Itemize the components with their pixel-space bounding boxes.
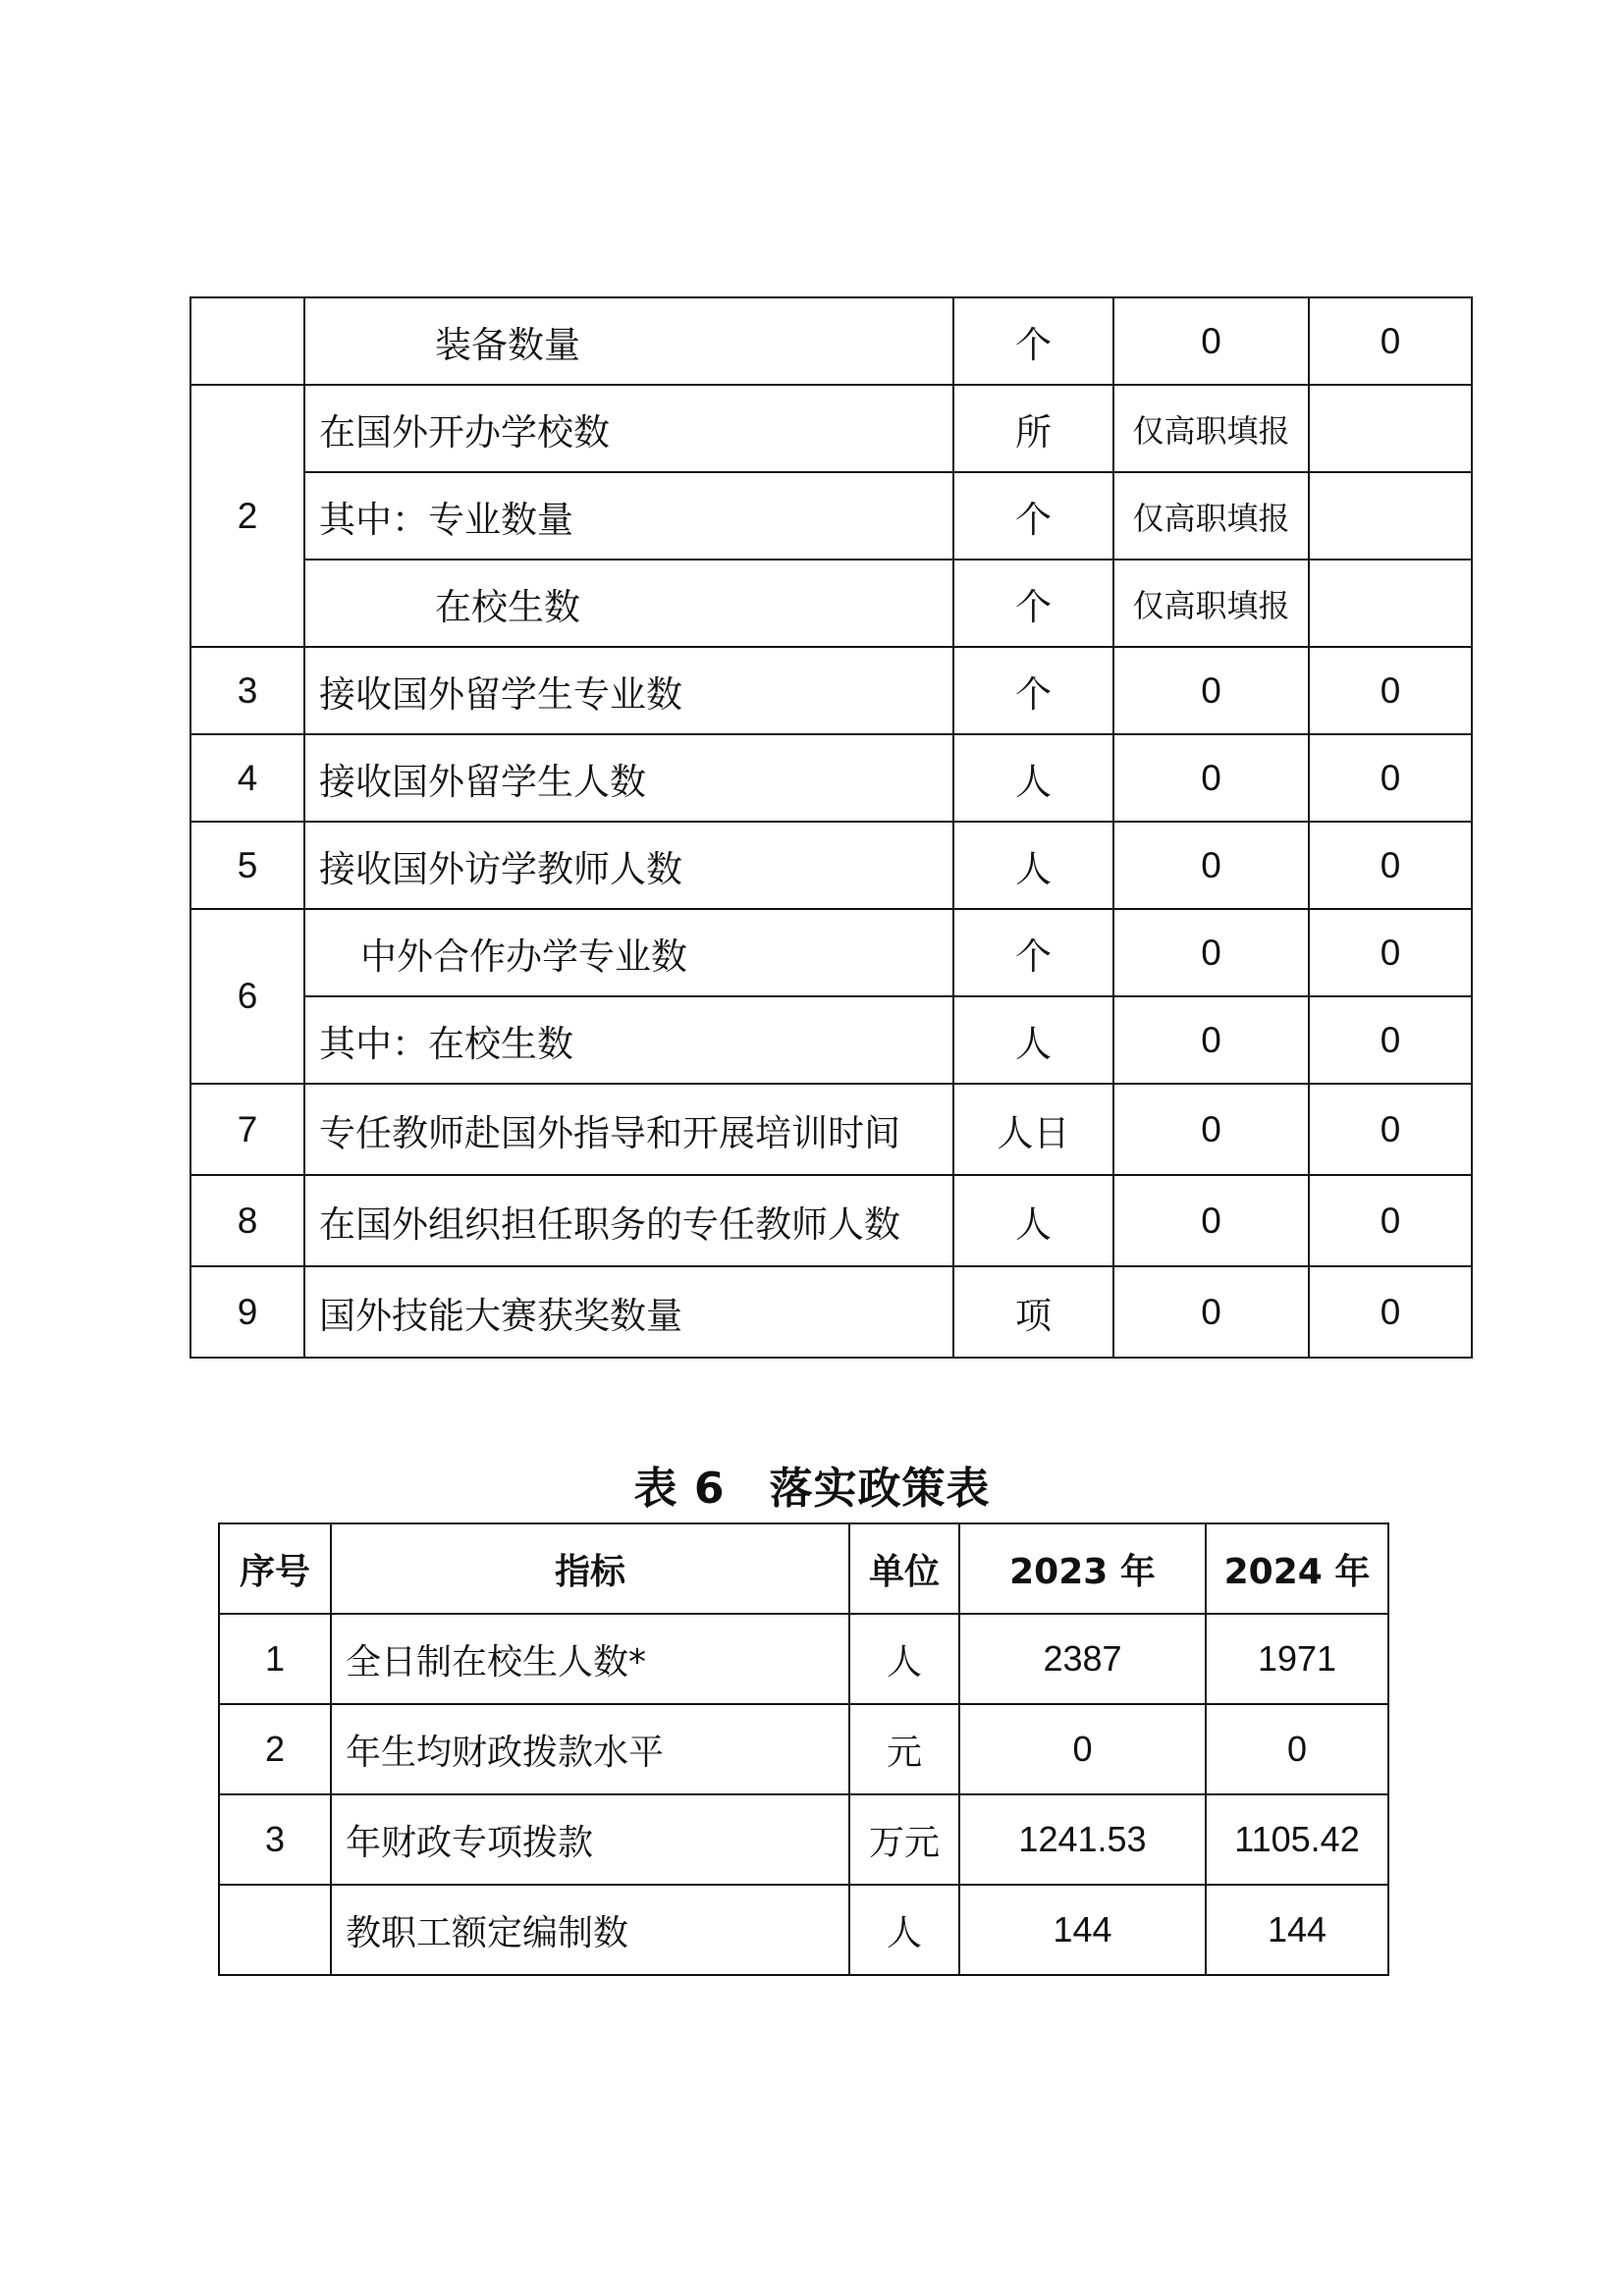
indicator-cell: 中外合作办学专业数 (304, 909, 953, 996)
table-row (219, 1885, 1388, 1975)
unit-cell: 人 (953, 822, 1113, 909)
value-2024-cell (1309, 472, 1472, 560)
table-row (190, 1084, 1472, 1175)
indicator-cell: 全日制在校生人数* (331, 1614, 849, 1704)
indicator-cell: 接收国外访学教师人数 (304, 822, 953, 909)
table-row (190, 647, 1472, 734)
seq-cell: 7 (190, 1084, 304, 1175)
unit-cell: 所 (953, 385, 1113, 472)
seq-cell: 5 (190, 822, 304, 909)
seq-cell: 3 (190, 647, 304, 734)
unit-cell: 个 (953, 472, 1113, 560)
value-2024-cell: 0 (1309, 647, 1472, 734)
value-2024-cell: 1971 (1206, 1614, 1388, 1704)
indicator-cell: 在国外组织担任职务的专任教师人数 (304, 1175, 953, 1266)
table-row (190, 1266, 1472, 1358)
indicator-cell: 在国外开办学校数 (304, 385, 953, 472)
header-indicator: 指标 (331, 1523, 849, 1614)
value-2023-cell: 0 (1113, 1175, 1309, 1266)
value-2023-cell: 0 (1113, 1266, 1309, 1358)
value-2023-cell: 0 (1113, 734, 1309, 822)
table-row (219, 1704, 1388, 1794)
indicator-cell: 年生均财政拨款水平 (331, 1704, 849, 1794)
table-row (190, 822, 1472, 909)
indicator-cell: 接收国外留学生人数 (304, 734, 953, 822)
value-2024-cell: 0 (1309, 822, 1472, 909)
unit-cell: 个 (953, 560, 1113, 647)
unit-cell: 人 (953, 1175, 1113, 1266)
seq-cell: 9 (190, 1266, 304, 1358)
value-2024-cell: 0 (1309, 1084, 1472, 1175)
header-unit: 单位 (849, 1523, 959, 1614)
policy-implementation-table (218, 1522, 1389, 1976)
indicator-cell: 接收国外留学生专业数 (304, 647, 953, 734)
unit-cell: 人 (849, 1885, 959, 1975)
table-header-row (219, 1523, 1388, 1614)
indicator-cell: 其中：在校生数 (304, 996, 953, 1084)
value-2023-cell: 0 (1113, 647, 1309, 734)
value-2023-cell: 0 (1113, 996, 1309, 1084)
value-2023-cell: 0 (1113, 297, 1309, 385)
table-row (190, 1175, 1472, 1266)
seq-cell (219, 1885, 331, 1975)
indicator-cell: 教职工额定编制数 (331, 1885, 849, 1975)
value-2023-cell: 0 (1113, 822, 1309, 909)
seq-cell: 2 (190, 385, 304, 647)
seq-cell: 4 (190, 734, 304, 822)
unit-cell: 人 (849, 1614, 959, 1704)
value-2023-cell: 1241.53 (959, 1794, 1206, 1885)
value-2024-cell: 0 (1309, 996, 1472, 1084)
seq-cell: 2 (219, 1704, 331, 1794)
value-2024-cell: 144 (1206, 1885, 1388, 1975)
indicator-cell: 年财政专项拨款 (331, 1794, 849, 1885)
unit-cell: 个 (953, 909, 1113, 996)
table-row (190, 472, 1472, 560)
value-2024-cell (1309, 560, 1472, 647)
value-2024-cell (1309, 385, 1472, 472)
value-2024-cell: 0 (1206, 1704, 1388, 1794)
value-2023-cell: 仅高职填报 (1113, 385, 1309, 472)
table-row (190, 909, 1472, 996)
seq-cell: 3 (219, 1794, 331, 1885)
unit-cell: 人 (953, 734, 1113, 822)
indicator-cell: 专任教师赴国外指导和开展培训时间 (304, 1084, 953, 1175)
unit-cell: 个 (953, 647, 1113, 734)
seq-cell: 8 (190, 1175, 304, 1266)
value-2023-cell: 0 (1113, 1084, 1309, 1175)
table-row (190, 560, 1472, 647)
table-row (190, 734, 1472, 822)
unit-cell: 项 (953, 1266, 1113, 1358)
seq-cell: 6 (190, 909, 304, 1084)
international-cooperation-table (189, 296, 1473, 1359)
indicator-cell: 装备数量 (304, 297, 953, 385)
unit-cell: 人 (953, 996, 1113, 1084)
unit-cell: 万元 (849, 1794, 959, 1885)
table-title: 表 6 落实政策表 (633, 1464, 991, 1514)
unit-cell: 元 (849, 1704, 959, 1794)
value-2023-cell: 2387 (959, 1614, 1206, 1704)
value-2023-cell: 144 (959, 1885, 1206, 1975)
value-2024-cell: 0 (1309, 909, 1472, 996)
value-2024-cell: 0 (1309, 1266, 1472, 1358)
value-2023-cell: 仅高职填报 (1113, 472, 1309, 560)
header-seq: 序号 (219, 1523, 331, 1614)
indicator-cell: 在校生数 (304, 560, 953, 647)
value-2024-cell: 1105.42 (1206, 1794, 1388, 1885)
table-row (219, 1614, 1388, 1704)
value-2023-cell: 0 (959, 1704, 1206, 1794)
seq-cell: 1 (219, 1614, 331, 1704)
table-row (190, 996, 1472, 1084)
value-2024-cell: 0 (1309, 1175, 1472, 1266)
value-2024-cell: 0 (1309, 297, 1472, 385)
unit-cell: 个 (953, 297, 1113, 385)
header-2024: 2024 年 (1206, 1523, 1388, 1614)
header-2023: 2023 年 (959, 1523, 1206, 1614)
unit-cell: 人日 (953, 1084, 1113, 1175)
indicator-cell: 其中：专业数量 (304, 472, 953, 560)
table-row (190, 297, 1472, 385)
indicator-cell: 国外技能大赛获奖数量 (304, 1266, 953, 1358)
value-2023-cell: 0 (1113, 909, 1309, 996)
seq-cell (190, 297, 304, 385)
value-2023-cell: 仅高职填报 (1113, 560, 1309, 647)
table-row (190, 385, 1472, 472)
table-row (219, 1794, 1388, 1885)
value-2024-cell: 0 (1309, 734, 1472, 822)
